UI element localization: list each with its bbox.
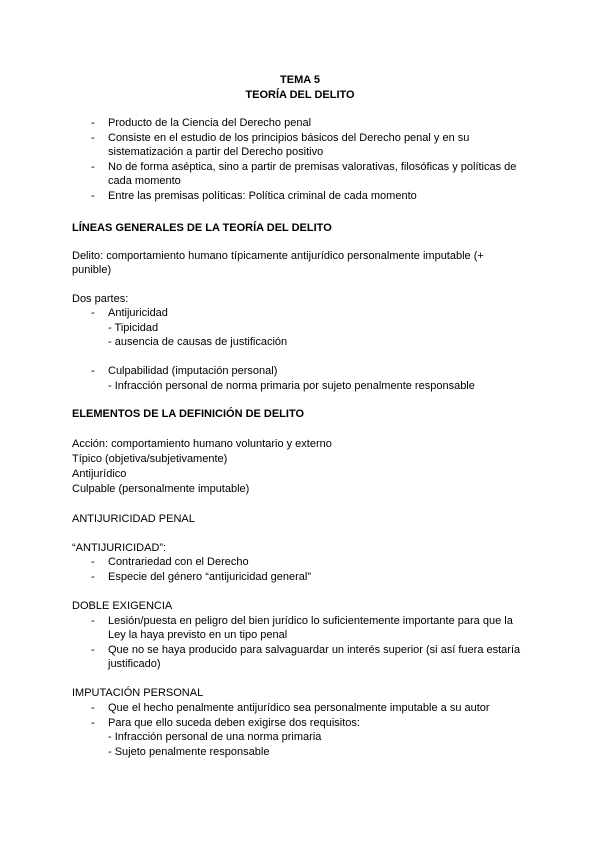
intro-bullet: Entre las premisas políticas: Política criminal de cada momento [108,190,417,202]
paragraph: Acción: comportamiento humano voluntario y externo [72,438,332,450]
bullet-dash: - [91,365,95,377]
intro-bullet: Consiste en el estudio de los principios básicos del Derecho penal y en su [108,132,470,144]
list-item: Que el hecho penalmente antijurídico sea personalmente imputable a su autor [108,702,490,714]
bullet-dash: - [91,307,95,319]
section-heading: LÍNEAS GENERALES DE LA TEORÍA DEL DELITO [72,222,332,234]
sub-item: - ausencia de causas de justificación [108,336,288,348]
list-item-cont: Ley la haya previsto en un tipo penal [108,629,288,641]
sub-item: - Infracción personal de norma primaria por sujeto penalmente responsable [108,380,475,392]
paragraph: Dos partes: [72,293,129,305]
bullet-dash: - [91,615,95,627]
section-heading: ANTIJURICIDAD PENAL [72,513,195,525]
intro-bullet-cont: sistematización a partir del Derecho positivo [108,146,324,158]
bullet-dash: - [91,190,95,202]
section-heading: DOBLE EXIGENCIA [72,600,173,612]
bullet-dash: - [91,702,95,714]
list-item: Que no se haya producido para salvaguardar un interés superior (si así fuera estaría [108,644,521,656]
paragraph: Culpable (personalmente imputable) [72,483,250,495]
intro-bullet: Producto de la Ciencia del Derecho penal [108,117,312,129]
list-item: Para que ello suceda deben exigirse dos requisitos: [108,717,360,729]
definition-line: Delito: comportamiento humano típicamente antijurídico personalmente imputable (+ [72,250,484,262]
paragraph: Típico (objetiva/subjetivamente) [72,453,228,465]
bullet-dash: - [91,571,95,583]
sub-item: - Sujeto penalmente responsable [108,746,270,758]
section-heading: ELEMENTOS DE LA DEFINICIÓN DE DELITO [72,408,305,420]
bullet-dash: - [91,132,95,144]
list-item: Contrariedad con el Derecho [108,556,249,568]
definition-line: punible) [72,264,112,276]
bullet-dash: - [91,556,95,568]
list-item: Lesión/puesta en peligro del bien jurídico lo suficientemente importante para que la [108,615,513,627]
section-heading: IMPUTACIÓN PERSONAL [72,687,204,699]
list-item: Culpabilidad (imputación personal) [108,365,278,377]
list-item-cont: justificado) [108,658,161,670]
bullet-dash: - [91,161,95,173]
intro-bullet-cont: cada momento [108,175,181,187]
topic-number: TEMA 5 [280,74,320,86]
paragraph: “ANTIJURICIDAD”: [72,542,167,554]
paragraph: Antijurídico [72,468,127,480]
page-title: TEORÍA DEL DELITO [245,89,355,101]
list-item: Antijuricidad [108,307,168,319]
sub-item: - Infracción personal de una norma primaria [108,731,322,743]
bullet-dash: - [91,117,95,129]
list-item: Especie del género “antijuricidad general” [108,571,312,583]
bullet-dash: - [91,717,95,729]
bullet-dash: - [91,644,95,656]
intro-bullet: No de forma aséptica, sino a partir de premisas valorativas, filosóficas y políticas de [108,161,517,173]
sub-item: - Tipicidad [108,322,159,334]
